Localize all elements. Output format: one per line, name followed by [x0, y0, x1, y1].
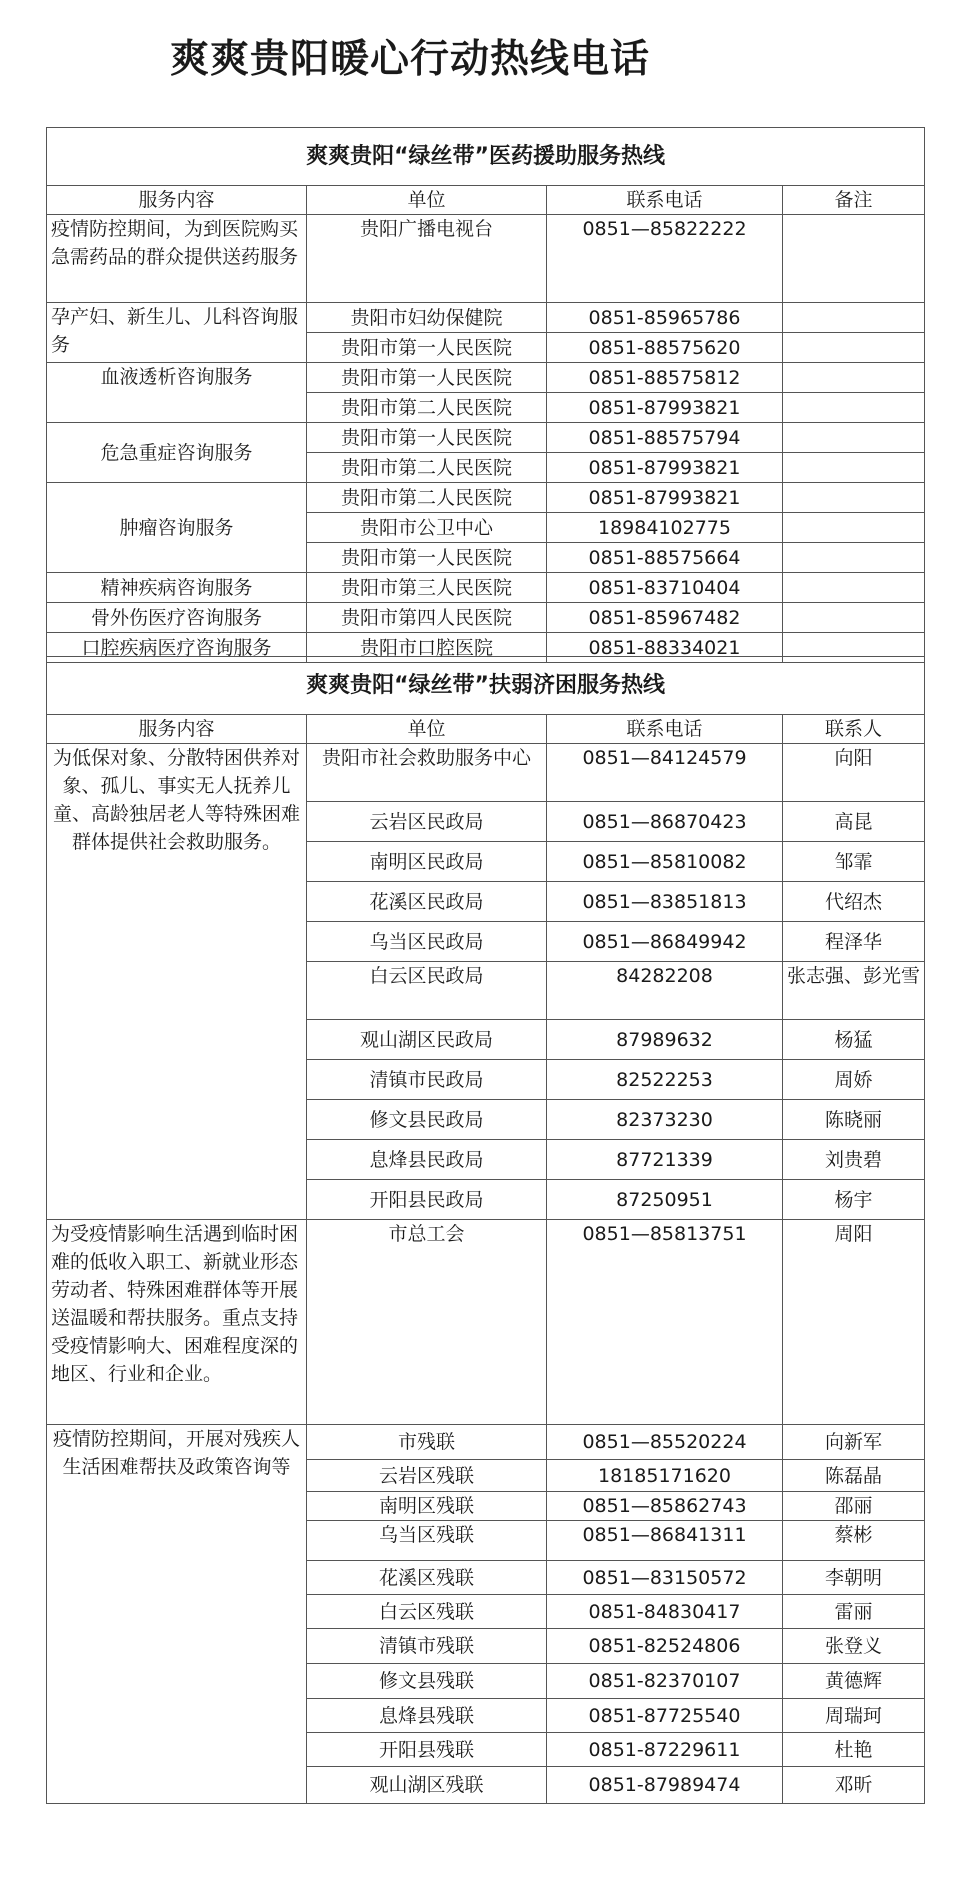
phone-cell: 0851—85520224: [547, 1425, 783, 1460]
medical-aid-hotline-table: [46, 127, 925, 663]
phone-cell: 0851-87989474: [547, 1767, 783, 1804]
contact-cell: 陈磊晶: [783, 1460, 925, 1492]
contact-cell: 雷丽: [783, 1595, 925, 1629]
unit-cell: 贵阳市口腔医院: [307, 633, 547, 663]
contact-cell: 向阳: [783, 744, 925, 802]
unit-cell: 修文县民政局: [307, 1100, 547, 1140]
service-cell: 疫情防控期间，开展对残疾人生活困难帮扶及政策咨询等: [47, 1425, 307, 1804]
header-remark: 备注: [783, 186, 925, 215]
section-heading: 爽爽贵阳“绿丝带”医药援助服务热线: [47, 128, 925, 186]
table-row: [47, 1425, 925, 1460]
phone-cell: 0851-83710404: [547, 573, 783, 603]
page-title: 爽爽贵阳暖心行动热线电话: [169, 37, 650, 82]
phone-cell: 0851-87993821: [547, 453, 783, 483]
remark-cell: [783, 453, 925, 483]
phone-cell: 0851-82370107: [547, 1664, 783, 1699]
service-cell: 疫情防控期间，为到医院购买急需药品的群众提供送药服务: [47, 215, 307, 303]
unit-cell: 贵阳市第四人民医院: [307, 603, 547, 633]
unit-cell: 观山湖区民政局: [307, 1020, 547, 1060]
remark-cell: [783, 303, 925, 333]
unit-cell: 白云区残联: [307, 1595, 547, 1629]
unit-cell: 贵阳市第三人民医院: [307, 573, 547, 603]
phone-cell: 87250951: [547, 1180, 783, 1220]
table-row: [47, 744, 925, 802]
service-cell: 血液透析咨询服务: [47, 363, 307, 423]
unit-cell: 贵阳市第一人民医院: [307, 423, 547, 453]
table-row: [47, 215, 925, 303]
contact-cell: 代绍杰: [783, 882, 925, 922]
phone-cell: 0851-88575794: [547, 423, 783, 453]
unit-cell: 花溪区残联: [307, 1561, 547, 1595]
phone-cell: 82522253: [547, 1060, 783, 1100]
contact-cell: 黄德辉: [783, 1664, 925, 1699]
phone-cell: 82373230: [547, 1100, 783, 1140]
phone-cell: 0851—85813751: [547, 1220, 783, 1425]
phone-cell: 0851—84124579: [547, 744, 783, 802]
poverty-relief-hotline-table: [46, 656, 925, 1804]
phone-cell: 0851-84830417: [547, 1595, 783, 1629]
service-cell: 为低保对象、分散特困供养对象、孤儿、事实无人抚养儿童、高龄独居老人等特殊困难群体提供社会救助服务。: [47, 744, 307, 1220]
unit-cell: 开阳县民政局: [307, 1180, 547, 1220]
phone-cell: 0851-85965786: [547, 303, 783, 333]
remark-cell: [783, 333, 925, 363]
contact-cell: 周娇: [783, 1060, 925, 1100]
phone-cell: 87721339: [547, 1140, 783, 1180]
unit-cell: 南明区民政局: [307, 842, 547, 882]
table-row: [47, 573, 925, 603]
service-cell: 危急重症咨询服务: [47, 423, 307, 483]
remark-cell: [783, 215, 925, 303]
unit-cell: 南明区残联: [307, 1492, 547, 1521]
phone-cell: 0851-88575664: [547, 543, 783, 573]
contact-cell: 张登义: [783, 1629, 925, 1664]
unit-cell: 息烽县残联: [307, 1699, 547, 1733]
unit-cell: 贵阳市第一人民医院: [307, 543, 547, 573]
table-row: [47, 423, 925, 453]
remark-cell: [783, 393, 925, 423]
header-phone: 联系电话: [547, 715, 783, 744]
unit-cell: 贵阳市妇幼保健院: [307, 303, 547, 333]
remark-cell: [783, 483, 925, 513]
contact-cell: 向新军: [783, 1425, 925, 1460]
unit-cell: 白云区民政局: [307, 962, 547, 1020]
phone-cell: 0851-88575620: [547, 333, 783, 363]
unit-cell: 贵阳市第二人民医院: [307, 483, 547, 513]
header-phone: 联系电话: [547, 186, 783, 215]
remark-cell: [783, 603, 925, 633]
unit-cell: 云岩区民政局: [307, 802, 547, 842]
unit-cell: 观山湖区残联: [307, 1767, 547, 1804]
phone-cell: 0851—83851813: [547, 882, 783, 922]
unit-cell: 乌当区民政局: [307, 922, 547, 962]
contact-cell: 程泽华: [783, 922, 925, 962]
phone-cell: 0851—86849942: [547, 922, 783, 962]
contact-cell: 周瑞珂: [783, 1699, 925, 1733]
header-unit: 单位: [307, 715, 547, 744]
phone-cell: 84282208: [547, 962, 783, 1020]
service-cell: 骨外伤医疗咨询服务: [47, 603, 307, 633]
contact-cell: 高昆: [783, 802, 925, 842]
contact-cell: 杨猛: [783, 1020, 925, 1060]
contact-cell: 杜艳: [783, 1733, 925, 1767]
contact-cell: 李朝明: [783, 1561, 925, 1595]
phone-cell: 0851—86870423: [547, 802, 783, 842]
header-unit: 单位: [307, 186, 547, 215]
header-service: 服务内容: [47, 186, 307, 215]
table-row: [47, 1220, 925, 1425]
unit-cell: 贵阳市第二人民医院: [307, 453, 547, 483]
remark-cell: [783, 363, 925, 393]
remark-cell: [783, 423, 925, 453]
unit-cell: 贵阳市第一人民医院: [307, 363, 547, 393]
section-heading: 爽爽贵阳“绿丝带”扶弱济困服务热线: [47, 657, 925, 715]
phone-cell: 0851—85810082: [547, 842, 783, 882]
unit-cell: 贵阳市第二人民医院: [307, 393, 547, 423]
unit-cell: 云岩区残联: [307, 1460, 547, 1492]
service-cell: 孕产妇、新生儿、儿科咨询服务: [47, 303, 307, 363]
contact-cell: 杨宇: [783, 1180, 925, 1220]
unit-cell: 贵阳市第一人民医院: [307, 333, 547, 363]
phone-cell: 0851-87993821: [547, 393, 783, 423]
phone-cell: 87989632: [547, 1020, 783, 1060]
unit-cell: 贵阳广播电视台: [307, 215, 547, 303]
unit-cell: 清镇市残联: [307, 1629, 547, 1664]
service-cell: 精神疾病咨询服务: [47, 573, 307, 603]
unit-cell: 贵阳市社会救助服务中心: [307, 744, 547, 802]
phone-cell: 18984102775: [547, 513, 783, 543]
table-row: [47, 603, 925, 633]
unit-cell: 开阳县残联: [307, 1733, 547, 1767]
phone-cell: 0851-87229611: [547, 1733, 783, 1767]
phone-cell: 0851-88575812: [547, 363, 783, 393]
table-row: [47, 483, 925, 513]
header-contact: 联系人: [783, 715, 925, 744]
service-cell: 肿瘤咨询服务: [47, 483, 307, 573]
header-service: 服务内容: [47, 715, 307, 744]
unit-cell: 贵阳市公卫中心: [307, 513, 547, 543]
unit-cell: 乌当区残联: [307, 1521, 547, 1561]
unit-cell: 市总工会: [307, 1220, 547, 1425]
table-row: [47, 363, 925, 393]
phone-cell: 0851-85967482: [547, 603, 783, 633]
remark-cell: [783, 513, 925, 543]
contact-cell: 邵丽: [783, 1492, 925, 1521]
phone-cell: 0851-87993821: [547, 483, 783, 513]
phone-cell: 0851—86841311: [547, 1521, 783, 1561]
phone-cell: 0851—85822222: [547, 215, 783, 303]
unit-cell: 花溪区民政局: [307, 882, 547, 922]
phone-cell: 18185171620: [547, 1460, 783, 1492]
contact-cell: 邓昕: [783, 1767, 925, 1804]
remark-cell: [783, 573, 925, 603]
phone-cell: 0851—85862743: [547, 1492, 783, 1521]
unit-cell: 清镇市民政局: [307, 1060, 547, 1100]
unit-cell: 息烽县民政局: [307, 1140, 547, 1180]
contact-cell: 邹霏: [783, 842, 925, 882]
phone-cell: 0851-88334021: [547, 633, 783, 663]
service-cell: 口腔疾病医疗咨询服务: [47, 633, 307, 663]
contact-cell: 刘贵碧: [783, 1140, 925, 1180]
contact-cell: 陈晓丽: [783, 1100, 925, 1140]
phone-cell: 0851—83150572: [547, 1561, 783, 1595]
remark-cell: [783, 543, 925, 573]
phone-cell: 0851-87725540: [547, 1699, 783, 1733]
contact-cell: 周阳: [783, 1220, 925, 1425]
service-cell: 为受疫情影响生活遇到临时困难的低收入职工、新就业形态劳动者、特殊困难群体等开展送温暖和帮扶服务。重点支持受疫情影响大、困难程度深的地区、行业和企业。: [47, 1220, 307, 1425]
unit-cell: 市残联: [307, 1425, 547, 1460]
unit-cell: 修文县残联: [307, 1664, 547, 1699]
contact-cell: 蔡彬: [783, 1521, 925, 1561]
table-row: [47, 303, 925, 333]
contact-cell: 张志强、彭光雪: [783, 962, 925, 1020]
phone-cell: 0851-82524806: [547, 1629, 783, 1664]
